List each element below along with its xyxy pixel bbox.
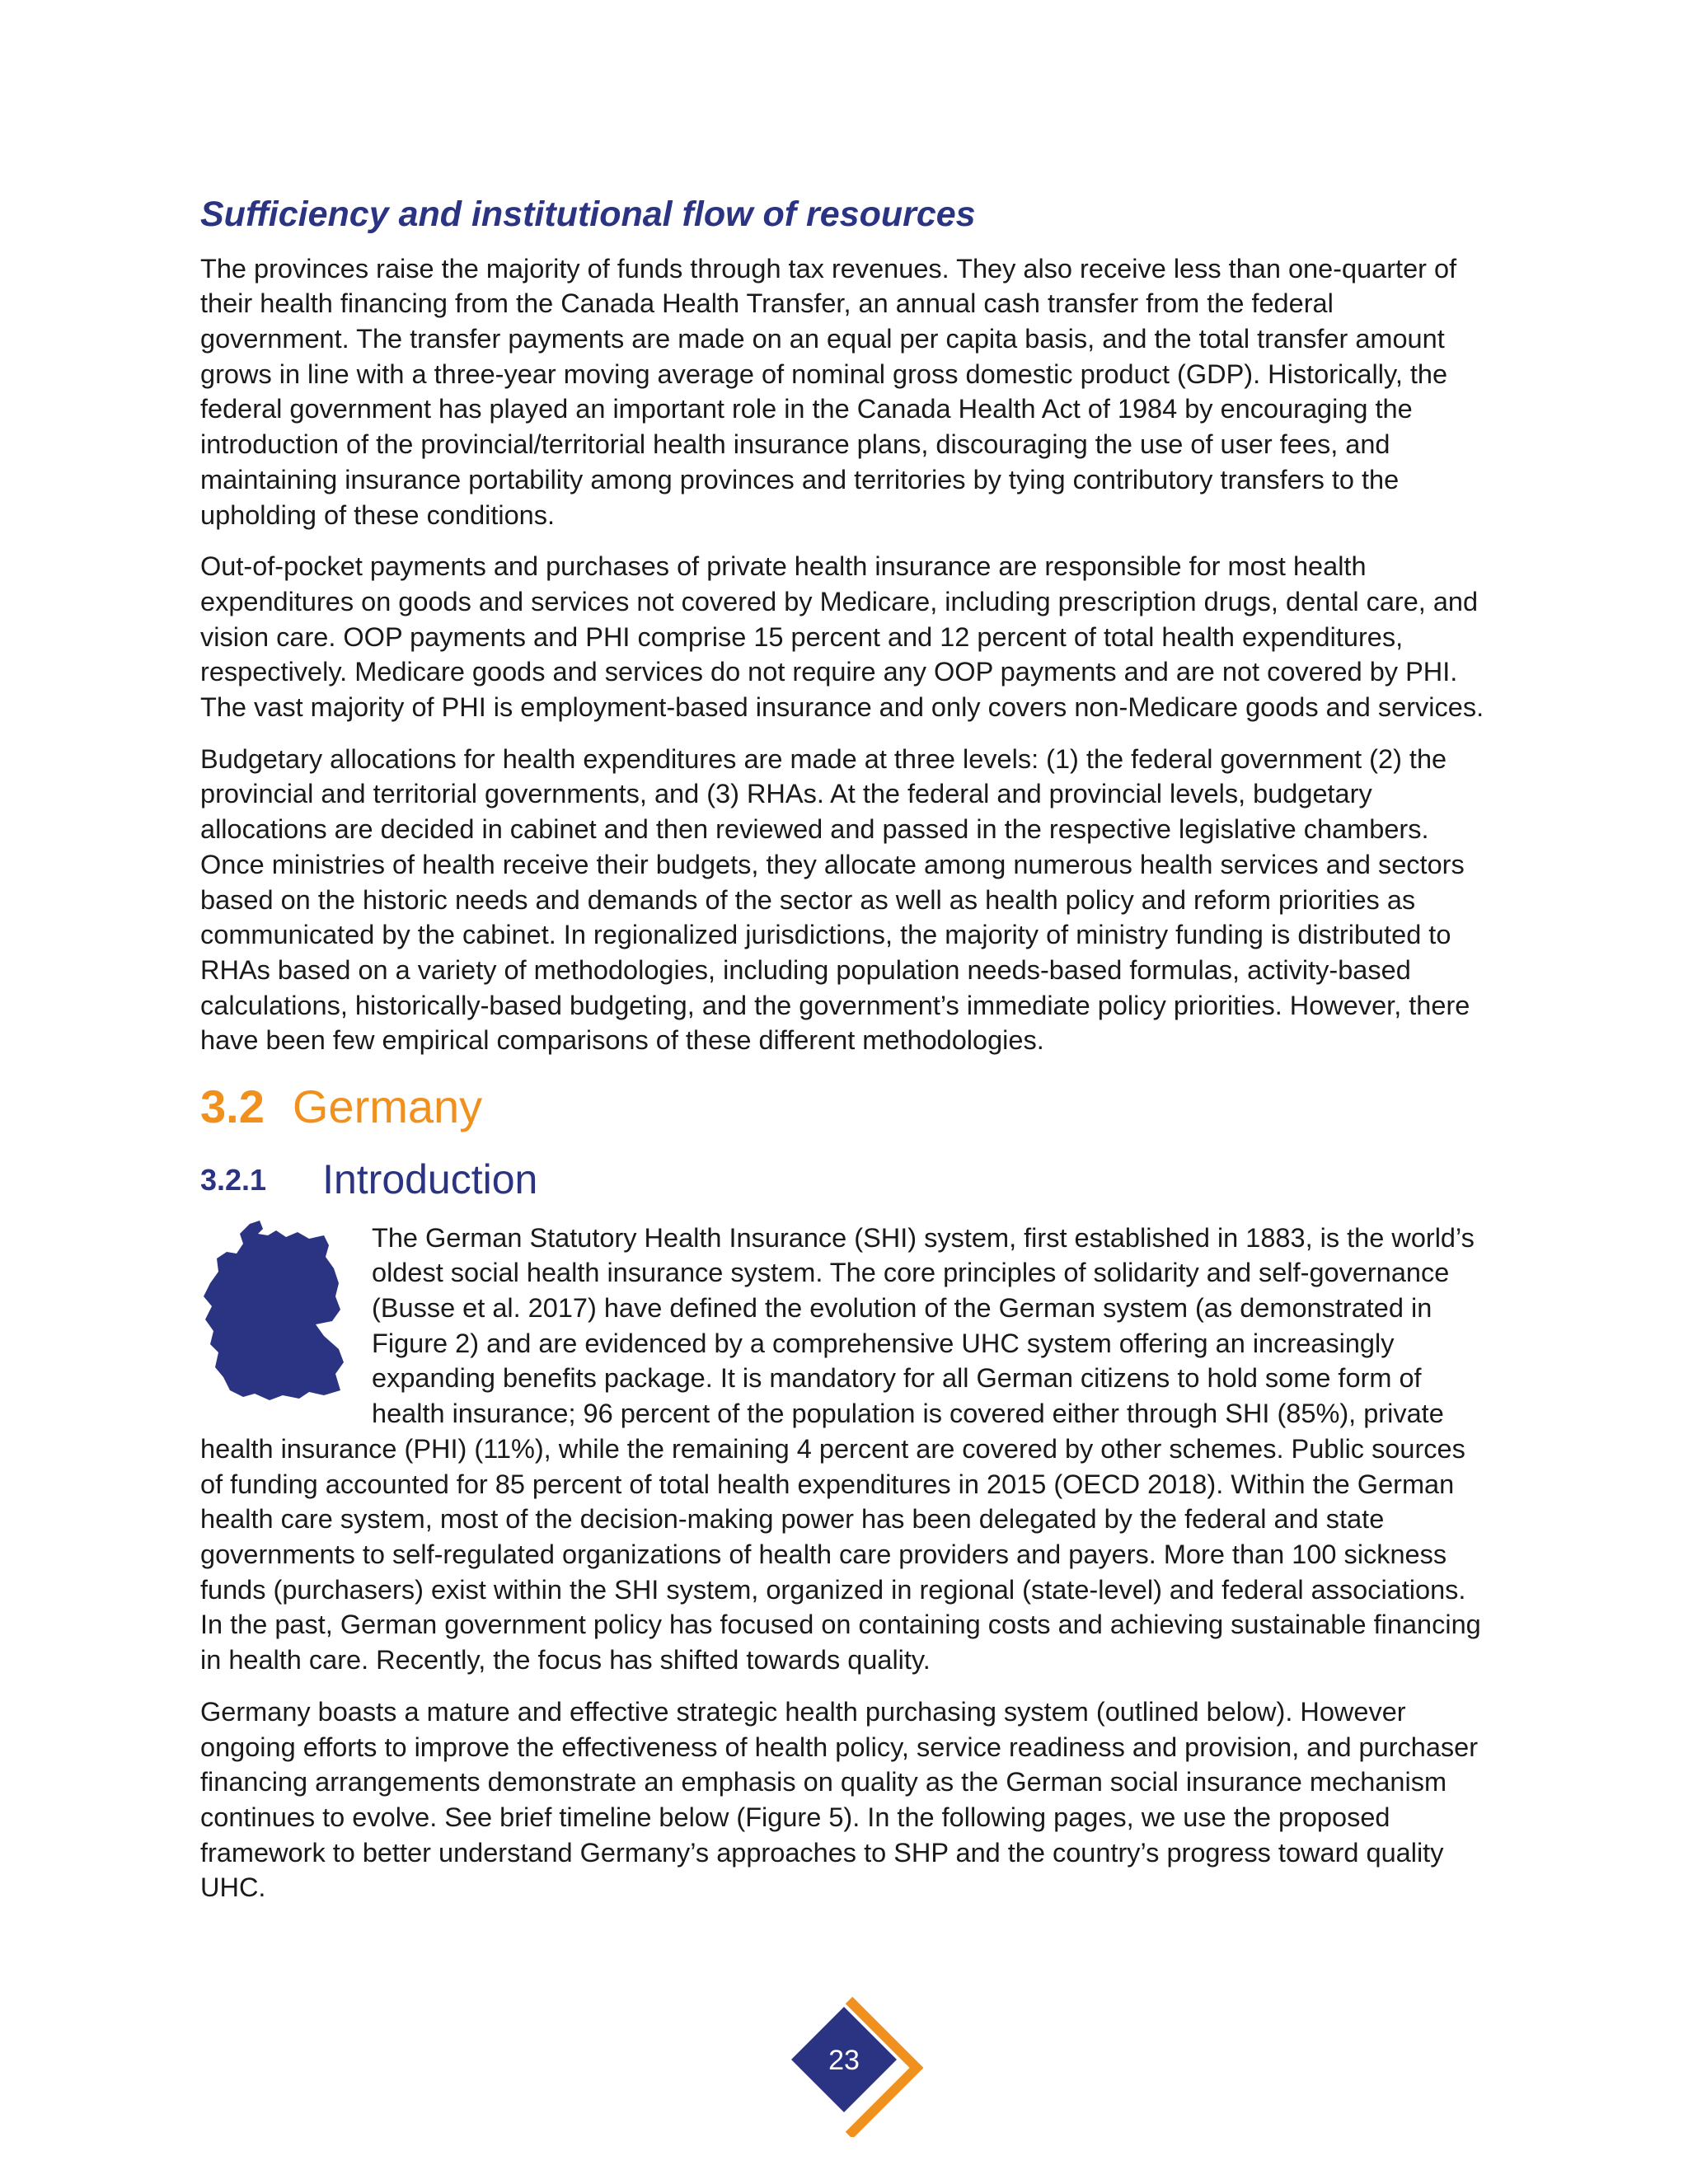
document-page [200, 194, 1486, 1922]
section-title: Germany [292, 1080, 483, 1133]
paragraph-budget-allocations: Budgetary allocations for health expenditures are made at three levels: (1) the federal government (2) the provincial and territorial governments, and (3) RHAs. At the federal and provincial levels, budgetary allocations are decided in cabinet and then reviewed and passed in the respective legislative chambers. Once ministries of health receive their budgets, they allocate among numerous health services and sectors based on the historic needs and demands of the sector as well as health policy and reform priorities as communicated by the cabinet. In regionalized jurisdictions, the majority of ministry funding is distributed to RHAs based on a variety of methodologies, including population needs-based formulas, activity-based calculations, historically-based budgeting, and the government’s immediate policy priorities. However, there have been few empirical comparisons of these different methodologies. [200, 743, 1470, 1056]
page-number-badge [791, 1997, 923, 2137]
subsection-title-introduction: Introduction [322, 1155, 538, 1202]
paragraph-oop-payments: Out-of-pocket payments and purchases of private health insurance are responsible for most health expenditures on goods and services not covered by Medicare, including prescription drugs, dental care, and vision care. OOP payments and PHI comprise 15 percent and 12 percent of total health expenditures, respectively. Medicare goods and services do not require any OOP payments and are not covered by PHI. The vast majority of PHI is employment-based insurance and only covers non-Medicare goods and services. [200, 551, 1484, 723]
subsection-title: Sufficiency and institutional flow of resources [200, 194, 976, 234]
section-heading-germany [200, 1081, 1486, 1132]
paragraph-canada-funding: The provinces raise the majority of funds through tax revenues. They also receive less than one-quarter of their health financing from the Canada Health Transfer, an annual cash transfer from the federal government. The transfer payments are made on an equal per capita basis, and the total transfer amount grows in line with a three-year moving average of nominal gross domestic product (GDP). Historically, the federal government has played an important role in the Canada Health Act of 1984 by encouraging the introduction of the provincial/territorial health insurance plans, discouraging the use of user fees, and maintaining insurance portability among provinces and territories by tying contributory transfers to the upholding of these conditions. [200, 253, 1457, 530]
subsection-heading-introduction [200, 1157, 1486, 1202]
subsection-number: 3.2.1 [200, 1162, 267, 1197]
section-number: 3.2 [200, 1080, 265, 1133]
paragraph-german-purchasing: Germany boasts a mature and effective strategic health purchasing system (outlined below). However ongoing efforts to improve the effectiveness of health policy, service readiness and provision, and purchaser financing arrangements demonstrate an emphasis on quality as the German social insurance mechanism continues to evolve. See brief timeline below (Figure 5). In the following pages, we use the proposed framework to better understand Germany’s approaches to SHP and the country’s progress toward quality UHC. [200, 1696, 1479, 1903]
paragraph-german-shi: The German Statutory Health Insurance (SHI) system, first established in 1883, is the world’s oldest social health insurance system. The core principles of solidarity and self-governance (Busse et al. 2017) have defined the evolution of the German system (as demonstrated in Figure 2) and are evidenced by a comprehensive UHC system offering an increasingly expanding benefits package. It is mandatory for all German citizens to hold some form of health insurance; 96 percent of the population is covered either through SHI (85%), private health insurance (PHI) (11%), while the remaining 4 percent are covered by other schemes. Public sources of funding accounted for 85 percent of total health expenditures in 2015 (OECD 2018). Within the German health care system, most of the decision-making power has been delegated by the federal and state governments to self-regulated organizations of health care providers and payers. More than 100 sickness funds (purchasers) exist within the SHI system, organized in regional (state-level) and federal associations. In the past, German government policy has focused on containing costs and achieving sustainable financing in health care. Recently, the focus has shifted towards quality. [200, 1222, 1481, 1675]
germany-map-icon [200, 1221, 349, 1402]
page-number: 23 [828, 2045, 860, 2076]
